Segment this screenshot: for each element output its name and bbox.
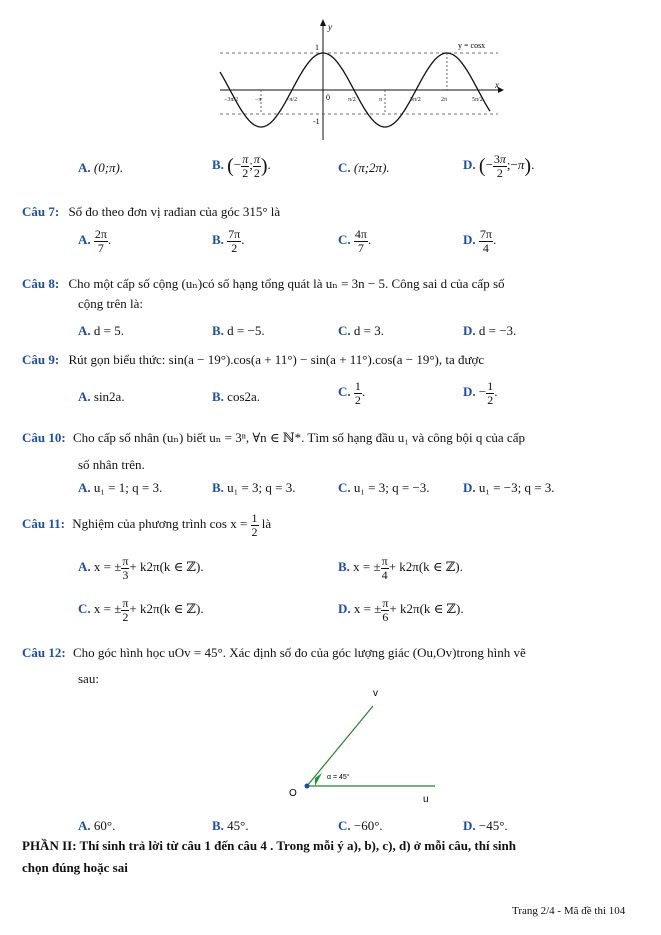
option-label: C. xyxy=(338,818,351,833)
open-paren: ( xyxy=(478,155,486,178)
q12-option-c[interactable] xyxy=(338,818,383,834)
question-text-after: là xyxy=(261,516,272,532)
q6-option-b[interactable]: B. (− $\frac{\pi}{2}$ ; $\frac{\pi}{2}$ ). xyxy=(212,152,271,180)
x-tick-label: −3π/2 xyxy=(224,97,239,103)
option-text: u₁ = −3; q = 3. xyxy=(478,480,555,495)
option-label: B. xyxy=(212,389,224,404)
option-label: B. xyxy=(212,157,224,173)
x-tick-label: π/2 xyxy=(348,97,356,103)
x-tick-label: 5π/2 xyxy=(472,97,483,103)
q9-option-b[interactable] xyxy=(212,389,260,405)
question-10 xyxy=(22,430,525,446)
close-paren: ) xyxy=(260,155,268,178)
q8-option-a[interactable] xyxy=(78,323,124,339)
fraction: $\frac{\pi}{2}$ xyxy=(242,152,249,180)
question-text: Nghiệm của phương trình cos x = xyxy=(72,516,248,532)
denominator: 2 xyxy=(487,392,494,407)
prefix: − xyxy=(478,384,487,400)
post: + k2π(k ∈ ℤ). xyxy=(129,559,204,575)
post: + k2π(k ∈ ℤ). xyxy=(389,601,464,617)
minus-sign: − xyxy=(233,157,242,173)
fraction xyxy=(479,228,493,254)
option-label: C. xyxy=(338,480,351,495)
pre: x = ± xyxy=(93,601,122,617)
pre: x = ± xyxy=(353,601,382,617)
denominator: 4 xyxy=(482,240,489,255)
option-label: B. xyxy=(212,818,224,833)
option-label: D. xyxy=(463,232,476,248)
q10-option-d[interactable] xyxy=(463,480,555,496)
option-label: C. xyxy=(338,323,351,338)
origin-point xyxy=(305,784,310,789)
option-label: A. xyxy=(78,818,91,833)
question-9 xyxy=(22,352,484,368)
numerator: 7π xyxy=(228,227,241,241)
denominator: 3 xyxy=(122,567,129,582)
option-text: sin2a. xyxy=(93,389,125,404)
origin-label: 0 xyxy=(326,93,330,102)
q9-option-c[interactable] xyxy=(338,380,365,406)
q7-option-a[interactable]: A. $\frac{2\pi}{7}$ . xyxy=(78,227,112,255)
fraction: $\frac{3\pi}{2}$ xyxy=(493,152,506,180)
q10-option-b[interactable] xyxy=(212,480,295,496)
option-text: (π;2π). xyxy=(353,160,390,175)
fraction xyxy=(354,228,368,254)
question-label: Câu 10: xyxy=(22,430,66,445)
part2-heading: PHẦN II: Thí sinh trả lời từ câu 1 đến câu 4 . Trong mỗi ý a), b), c), d) ở mỗi câu, thí sinh xyxy=(22,838,516,853)
question-12-line2: sau: xyxy=(78,671,99,686)
option-label: D. xyxy=(463,818,476,833)
option-label: B. xyxy=(338,559,350,575)
close-paren: ) xyxy=(524,155,532,178)
option-label: D. xyxy=(463,323,476,338)
option-label: D. xyxy=(338,601,351,617)
page-footer: Trang 2/4 - Mã đề thi 104 xyxy=(512,905,626,917)
option-text: d = 5. xyxy=(93,323,124,338)
label-v: v xyxy=(373,688,378,699)
q8-option-b[interactable] xyxy=(212,323,265,339)
q7-option-d[interactable]: D. $\frac{7\pi}{4}$ . xyxy=(463,227,497,255)
option-label: D. xyxy=(463,480,476,495)
q6-option-c[interactable] xyxy=(338,160,390,176)
angle-label: α = 45° xyxy=(327,774,350,781)
fraction xyxy=(227,228,241,254)
q11-option-a[interactable] xyxy=(78,555,204,581)
question-label: Câu 8: xyxy=(22,276,60,291)
q6-option-a[interactable] xyxy=(78,160,123,176)
option-label: A. xyxy=(78,480,91,495)
x-tick-label: 2π xyxy=(441,97,448,103)
question-text: Cho góc hình học uOv = 45°. Xác định số đo của góc lượng giác (Ou,Ov)trong hình vẽ xyxy=(72,645,526,660)
option-label: C. xyxy=(78,601,91,617)
q7-option-b[interactable]: B. $\frac{7\pi}{2}$ . xyxy=(212,227,245,255)
numerator: π xyxy=(382,596,389,610)
numerator: 4π xyxy=(354,227,367,241)
option-label: D. xyxy=(463,157,476,173)
question-8 xyxy=(22,276,505,292)
option-label: B. xyxy=(212,232,224,248)
question-label: Câu 12: xyxy=(22,645,66,660)
q10-option-a[interactable] xyxy=(78,480,162,496)
numerator: π xyxy=(122,596,129,610)
option-text: (0;π). xyxy=(93,160,124,175)
numerator: 1 xyxy=(487,379,494,393)
denominator: 2 xyxy=(251,524,258,539)
q12-option-d[interactable] xyxy=(463,818,508,834)
one-label: 1 xyxy=(315,43,319,52)
option-label: C. xyxy=(338,232,351,248)
question-8-line2: cộng trên là: xyxy=(78,296,143,311)
question-label: Câu 9: xyxy=(22,352,60,367)
q11-option-d[interactable] xyxy=(338,597,464,623)
option-label: A. xyxy=(78,559,91,575)
open-paren: ( xyxy=(227,155,234,178)
q7-option-c[interactable]: C. $\frac{4\pi}{7}$ . xyxy=(338,227,372,255)
option-label: B. xyxy=(212,480,224,495)
option-label: A. xyxy=(78,389,91,404)
question-label: Câu 7: xyxy=(22,204,60,219)
suffix: . xyxy=(361,384,366,400)
x-tick-label: 3π/2 xyxy=(410,97,421,103)
option-text: d = −5. xyxy=(227,323,265,338)
option-text: −45°. xyxy=(478,818,508,833)
question-7 xyxy=(22,204,280,220)
option-text: cos2a. xyxy=(227,389,261,404)
x-tick-labels xyxy=(224,97,483,103)
numerator: π xyxy=(381,554,388,568)
minus-one-label: -1 xyxy=(313,117,320,126)
numerator: 2π xyxy=(94,227,107,241)
cosine-graph xyxy=(215,18,505,143)
x-tick-label: −π xyxy=(255,97,262,103)
option-label: B. xyxy=(212,323,224,338)
denominator: 4 xyxy=(381,567,388,582)
numerator: 1 xyxy=(354,379,361,393)
option-text: u₁ = 1; q = 3. xyxy=(93,480,163,495)
label-u: u xyxy=(423,794,429,805)
q8-option-c[interactable] xyxy=(338,323,384,339)
func-label: y = cosx xyxy=(458,41,486,50)
pre: x = ± xyxy=(353,559,381,575)
fraction xyxy=(354,380,362,406)
y-label: y xyxy=(328,22,332,32)
fraction xyxy=(94,228,108,254)
minus-sign: − xyxy=(485,157,493,173)
option-text: u₁ = 3; q = 3. xyxy=(227,480,296,495)
q11-option-b[interactable] xyxy=(338,555,463,581)
option-text: −60°. xyxy=(353,818,383,833)
q12-option-a[interactable] xyxy=(78,818,115,834)
q12-option-b[interactable] xyxy=(212,818,249,834)
option-label: A. xyxy=(78,323,91,338)
question-text: Số đo theo đơn vị rađian của góc 315° là xyxy=(68,204,281,219)
label-o: O xyxy=(289,788,297,799)
q8-option-d[interactable] xyxy=(463,323,516,339)
question-label: Câu 11: xyxy=(22,516,65,532)
angle-figure xyxy=(285,682,445,812)
denominator: 2 xyxy=(231,240,238,255)
post: + k2π(k ∈ ℤ). xyxy=(388,559,463,575)
denominator: 7 xyxy=(357,240,364,255)
option-label: A. xyxy=(78,160,91,175)
option-label: A. xyxy=(78,232,91,248)
option-text: 45°. xyxy=(227,818,249,833)
fraction xyxy=(251,512,259,538)
post: + k2π(k ∈ ℤ). xyxy=(129,601,204,617)
part2-heading-line2: chọn đúng hoặc sai xyxy=(22,860,128,875)
denominator: 7 xyxy=(97,240,104,255)
option-text: d = −3. xyxy=(478,323,517,338)
q9-option-a[interactable] xyxy=(78,389,125,405)
question-text: Rút gọn biểu thức: sin(a − 19°).cos(a + 11°) − sin(a + 11°).cos(a − 19°), ta được xyxy=(68,352,485,367)
y-axis-arrow xyxy=(320,19,326,26)
option-label: C. xyxy=(338,384,351,400)
denominator: 2 xyxy=(354,392,361,407)
x-tick-label: π xyxy=(379,97,383,103)
numerator: 7π xyxy=(479,227,492,241)
q10-option-c[interactable] xyxy=(338,480,430,496)
x-tick-label: −π/2 xyxy=(286,97,298,103)
option-label: C. xyxy=(338,160,351,175)
option-text: u₁ = 3; q = −3. xyxy=(353,480,430,495)
q11-option-c[interactable] xyxy=(78,597,204,623)
question-10-line2: số nhân trên. xyxy=(78,457,145,472)
option-label: D. xyxy=(463,384,476,400)
question-11 xyxy=(22,512,271,538)
question-text: Cho cấp số nhân (uₙ) biết uₙ = 3ⁿ, ∀n ∈ ℕ*. Tìm số hạng đầu u₁ và công bội q của cấp xyxy=(72,430,525,445)
question-12 xyxy=(22,645,526,661)
fraction: $\frac{\pi}{2}$ xyxy=(253,152,260,180)
q6-option-d[interactable]: D. (− $\frac{3\pi}{2}$ ;−π). xyxy=(463,152,535,180)
option-text: d = 3. xyxy=(353,323,384,338)
pre: x = ± xyxy=(93,559,122,575)
q9-option-d[interactable] xyxy=(463,380,497,406)
x-label: x xyxy=(495,80,499,90)
denominator: 2 xyxy=(122,609,129,624)
fraction xyxy=(381,555,389,581)
numerator: π xyxy=(122,554,129,568)
question-text: Cho một cấp số cộng (uₙ)có số hạng tổng quát là uₙ = 3n − 5. Công sai d của cấp số xyxy=(68,276,505,291)
numerator: 1 xyxy=(251,511,258,525)
suffix: . xyxy=(494,384,498,400)
denominator: 6 xyxy=(382,609,389,624)
option-text: 60°. xyxy=(93,818,116,833)
